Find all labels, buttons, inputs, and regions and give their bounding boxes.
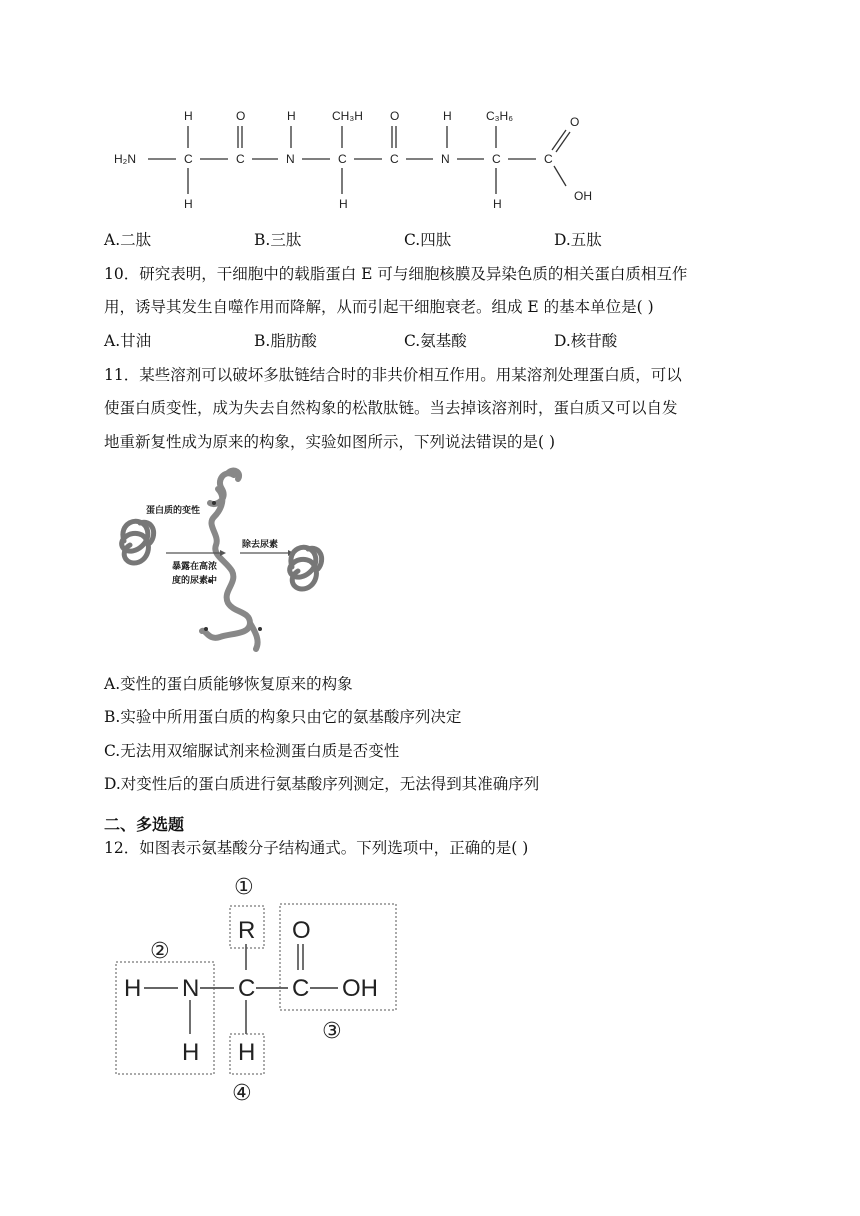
folded-protein-right <box>290 547 322 589</box>
formula-n-2: N <box>441 152 450 166</box>
atom-n: N <box>182 975 200 1002</box>
figure-label-remove-urea: 除去尿素 <box>242 539 279 549</box>
formula-c-1: C <box>184 152 193 166</box>
atom-h-left: H <box>124 975 142 1002</box>
figure-label-expose-2: 度的尿素中 <box>172 575 218 585</box>
unfolded-chain <box>202 471 258 649</box>
q9-option-d[interactable]: D.五肽 <box>554 231 602 249</box>
formula-n-1: N <box>286 152 295 166</box>
atom-c-alpha: C <box>238 975 256 1002</box>
formula-oh: OH <box>574 189 592 203</box>
formula-o-3: O <box>570 115 580 129</box>
peptide-structure-figure <box>100 100 620 220</box>
figure-label-denaturation: 蛋白质的变性 <box>146 505 201 515</box>
formula-h-top-2: H <box>287 109 296 123</box>
label-3: ③ <box>322 1018 342 1043</box>
formula-ch3h: CH₃H <box>332 109 363 123</box>
formula-c3h6: C₃H₆ <box>486 109 514 123</box>
formula-h-bottom-1: H <box>184 197 193 211</box>
q10-option-c[interactable]: C.氨基酸 <box>404 332 467 350</box>
q10-stem-line-1: 10．研究表明，干细胞中的载脂蛋白 E 可与细胞核膜及异染色质的相关蛋白质相互作 <box>104 265 688 283</box>
q10-option-a[interactable]: A.甘油 <box>104 332 152 350</box>
formula-h-bottom-5: H <box>493 197 502 211</box>
q11-option-d[interactable]: D.对变性后的蛋白质进行氨基酸序列测定，无法得到其准确序列 <box>104 775 540 793</box>
q11-option-b[interactable]: B.实验中所用蛋白质的构象只由它的氨基酸序列决定 <box>104 708 462 726</box>
atom-r: R <box>238 917 256 944</box>
label-2: ② <box>150 938 170 963</box>
formula-c-4: C <box>390 152 399 166</box>
q12-stem-line-1: 12．如图表示氨基酸分子结构通式。下列选项中，正确的是( ) <box>104 839 529 857</box>
formula-c-5: C <box>492 152 501 166</box>
formula-o-1: O <box>236 109 246 123</box>
q11-option-c[interactable]: C.无法用双缩脲试剂来检测蛋白质是否变性 <box>104 742 400 760</box>
formula-c-6: C <box>544 152 553 166</box>
amino-acid-structure-figure <box>110 868 410 1110</box>
q9-option-a[interactable]: A.二肽 <box>104 231 152 249</box>
q11-stem-line-3: 地重新复性成为原来的构象，实验如图所示，下列说法错误的是( ) <box>104 433 556 451</box>
formula-h2n: H₂N <box>114 152 136 166</box>
q10-option-d[interactable]: D.核苷酸 <box>554 332 618 350</box>
q11-option-a[interactable]: A.变性的蛋白质能够恢复原来的构象 <box>104 675 353 693</box>
formula-o-2: O <box>390 109 400 123</box>
formula-h-top-4: H <box>443 109 452 123</box>
formula-h-top-1: H <box>184 109 193 123</box>
label-4: ④ <box>232 1080 252 1105</box>
q10-stem-line-2: 用，诱导其发生自噬作用而降解，从而引起干细胞衰老。组成 E 的基本单位是( ) <box>104 298 654 316</box>
atom-h-bottom-c: H <box>238 1039 256 1066</box>
folded-protein-left <box>122 521 154 563</box>
atom-h-bottom-n: H <box>182 1039 200 1066</box>
atom-oh: OH <box>342 975 378 1002</box>
figure-label-expose-1: 暴露在高浓 <box>172 561 218 571</box>
section-title: 二、多选题 <box>104 815 185 834</box>
label-1: ① <box>234 874 254 899</box>
q9-option-c[interactable]: C.四肽 <box>404 231 452 249</box>
formula-c-2: C <box>236 152 245 166</box>
q11-stem-line-1: 11．某些溶剂可以破坏多肽链结合时的非共价相互作用。用某溶剂处理蛋白质，可以 <box>104 366 682 384</box>
q11-stem-line-2: 使蛋白质变性，成为失去自然构象的松散肽链。当去掉该溶剂时，蛋白质又可以自发 <box>104 399 678 417</box>
q10-option-b[interactable]: B.脂肪酸 <box>254 332 317 350</box>
protein-denaturation-figure <box>110 463 350 663</box>
formula-c-3: C <box>338 152 347 166</box>
q9-option-b[interactable]: B.三肽 <box>254 231 302 249</box>
q10-options <box>104 330 764 352</box>
atom-o: O <box>292 917 311 944</box>
atom-c-carboxyl: C <box>292 975 310 1002</box>
formula-h-bottom-3: H <box>339 197 348 211</box>
q9-options <box>104 229 764 251</box>
